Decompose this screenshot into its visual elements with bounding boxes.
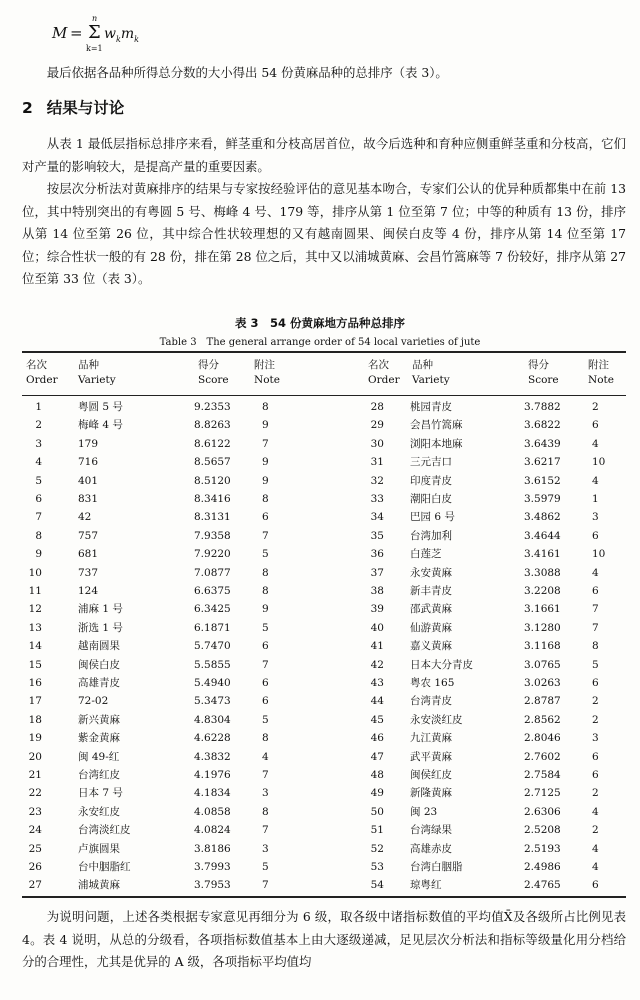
note-cell: 8 [262, 805, 269, 818]
note-cell: 8 [592, 640, 599, 653]
para-2: 按层次分析法对黄麻排序的结果与专家按经验评估的意见基本吻合，专家们公认的优异种质都集中在前 13 位，其中特别突出的有粤圆 5 号、梅峰 4 号、179 等，排序从第 1 位至第 7 位；中等的种质有 13 份，排序从第 14 位至第 26 位，其中综合性状较理想的又有越南圆果、闽侯白皮等 4 份，排序从第 14 位至第 17 位；综合性状一般的有 28 份，排在第 28 位之后，其中又以浦城黄麻、会昌竹篙麻等 7 份较好，排序从第 27 位至第 33 位（表 3）。 [22, 181, 626, 286]
note-cell: 5 [262, 713, 269, 726]
score-cell: 3.8186 [194, 842, 231, 855]
variety-cell: 会昌竹篙麻 [410, 419, 463, 432]
note-cell: 2 [592, 695, 599, 708]
order-cell: 3 [35, 437, 42, 450]
section-number: 2 [22, 99, 33, 117]
note-cell: 6 [262, 640, 269, 653]
variety-cell: 浦城黄麻 [78, 879, 120, 892]
variety-cell: 永安红皮 [78, 805, 120, 818]
score-cell: 3.6822 [524, 419, 561, 432]
variety-cell: 浦麻 1 号 [78, 603, 123, 616]
score-cell: 2.7584 [524, 769, 561, 781]
order-cell: 19 [28, 732, 42, 745]
table-row [0, 619, 640, 637]
variety-cell: 401 [78, 474, 99, 487]
table-row [0, 711, 640, 729]
table-row [0, 674, 640, 692]
order-cell: 47 [370, 750, 384, 763]
table-bottom-rule [22, 896, 626, 898]
note-cell: 7 [262, 658, 269, 671]
table-row [0, 508, 640, 526]
variety-cell: 闽 23 [410, 805, 438, 818]
order-cell: 34 [370, 511, 384, 524]
score-cell: 4.0858 [194, 805, 231, 818]
para-3: 为说明问题，上述各类根据专家意见再细分为 6 级，取各级中诸指标数值的平均值X̄及各级所占比例见表 4。表 4 说明，从总的分级看，各项指标数值基本上由大逐级递减，足见层次分析法和指标等级量化用分档给分的合理性，尤其是优异的 A 级，各项指标平均值均 [22, 909, 626, 969]
note-cell: 10 [592, 548, 606, 561]
score-cell: 6.6375 [194, 585, 231, 597]
score-cell: 5.7470 [194, 640, 231, 653]
note-cell: 6 [262, 677, 269, 689]
table-row [0, 858, 640, 876]
variety-cell: 梅峰 4 号 [78, 419, 123, 432]
section-title: 结果与讨论 [46, 99, 125, 117]
variety-cell: 台湾红皮 [78, 769, 120, 781]
table-row [0, 803, 640, 821]
note-cell: 7 [262, 879, 269, 892]
score-cell: 3.4644 [524, 529, 561, 542]
order-cell: 1 [35, 401, 42, 413]
header-note: 附注 Note [254, 359, 280, 386]
variety-cell: 闽侯白皮 [78, 658, 120, 671]
note-cell: 7 [262, 437, 269, 450]
table-row [0, 876, 640, 894]
variety-cell: 闽侯红皮 [410, 769, 452, 781]
variety-cell: 粤农 165 [410, 677, 455, 689]
order-cell: 41 [370, 640, 384, 653]
order-cell: 33 [370, 493, 384, 505]
note-cell: 8 [262, 401, 269, 413]
note-cell: 6 [592, 419, 599, 432]
order-cell: 46 [370, 732, 384, 745]
note-cell: 3 [592, 732, 599, 745]
score-cell: 8.3131 [194, 511, 231, 524]
variety-cell: 台湾青皮 [410, 695, 452, 708]
score-cell: 4.1976 [194, 769, 231, 781]
formula-equals: = [70, 24, 83, 42]
variety-cell: 757 [78, 529, 99, 542]
note-cell: 1 [592, 493, 599, 505]
variety-cell: 邵武黄麻 [410, 603, 452, 616]
order-cell: 45 [370, 713, 384, 726]
order-cell: 40 [370, 621, 384, 634]
variety-cell: 新兴黄麻 [78, 713, 120, 726]
header-note-2: 附注 Note [588, 359, 614, 386]
order-cell: 5 [35, 474, 42, 487]
order-cell: 6 [35, 493, 42, 505]
variety-cell: 42 [78, 511, 92, 524]
note-cell: 8 [262, 732, 269, 745]
table-row [0, 748, 640, 766]
variety-cell: 日本 7 号 [78, 787, 123, 800]
score-cell: 5.4940 [194, 677, 231, 689]
table-row [0, 564, 640, 582]
variety-cell: 三元吉口 [410, 456, 452, 469]
variety-cell: 124 [78, 585, 99, 597]
variety-cell: 日本大分青皮 [410, 658, 473, 671]
note-cell: 6 [262, 695, 269, 708]
order-cell: 10 [28, 566, 42, 579]
note-cell: 2 [592, 401, 599, 413]
variety-cell: 台湾绿果 [410, 824, 452, 837]
table-row [0, 784, 640, 802]
variety-cell: 九江黄麻 [410, 732, 452, 745]
para-1: 从表 1 最低层指标总排序来看，鲜茎重和分枝高居首位，故今后选种和育种应侧重鲜茎重和分枝高，它们对产量的影响较大，是提高产量的重要因素。 [22, 136, 626, 174]
variety-cell: 716 [78, 456, 99, 469]
note-cell: 7 [262, 529, 269, 542]
variety-cell: 新丰青皮 [410, 585, 452, 597]
order-cell: 42 [370, 658, 384, 671]
order-cell: 44 [370, 695, 384, 708]
variety-cell: 潮阳白皮 [410, 493, 452, 505]
score-cell: 3.7993 [194, 861, 231, 873]
note-cell: 6 [592, 750, 599, 763]
score-cell: 3.2208 [524, 585, 561, 597]
note-cell: 6 [592, 529, 599, 542]
order-cell: 21 [28, 769, 42, 781]
score-cell: 4.0824 [194, 824, 231, 837]
variety-cell: 台湾加利 [410, 529, 452, 542]
note-cell: 5 [262, 861, 269, 873]
note-cell: 6 [592, 769, 599, 781]
order-cell: 52 [370, 842, 384, 855]
note-cell: 10 [592, 456, 606, 469]
table-row [0, 398, 640, 416]
score-cell: 4.6228 [194, 732, 231, 745]
order-cell: 31 [370, 456, 384, 469]
formula-upper-limit: n [92, 14, 98, 23]
formula-m [52, 14, 212, 58]
order-cell: 39 [370, 603, 384, 616]
order-cell: 7 [35, 511, 42, 524]
variety-cell: 粤圆 5 号 [78, 401, 123, 413]
order-cell: 20 [28, 750, 42, 763]
score-cell: 8.8263 [194, 419, 231, 432]
header-variety: 品种 Variety [78, 359, 116, 386]
score-cell: 8.5657 [194, 456, 231, 469]
table-row [0, 582, 640, 600]
order-cell: 51 [370, 824, 384, 837]
variety-cell: 白莲芝 [410, 548, 442, 561]
table-row [0, 840, 640, 858]
order-cell: 36 [370, 548, 384, 561]
table-row [0, 766, 640, 784]
score-cell: 5.3473 [194, 695, 231, 708]
variety-cell: 737 [78, 566, 99, 579]
order-cell: 13 [28, 621, 42, 634]
order-cell: 54 [370, 879, 384, 892]
score-cell: 2.8562 [524, 713, 561, 726]
score-cell: 7.9358 [194, 529, 231, 542]
variety-cell: 台湾淡红皮 [78, 824, 131, 837]
table-row [0, 692, 640, 710]
variety-cell: 琼粤红 [410, 879, 442, 892]
order-cell: 30 [370, 437, 384, 450]
note-cell: 7 [262, 769, 269, 781]
score-cell: 2.5193 [524, 842, 561, 855]
note-cell: 8 [262, 566, 269, 579]
variety-cell: 高雄赤皮 [410, 842, 452, 855]
score-cell: 7.9220 [194, 548, 231, 561]
note-cell: 9 [262, 603, 269, 616]
note-cell: 5 [262, 621, 269, 634]
variety-cell: 831 [78, 493, 99, 505]
order-cell: 48 [370, 769, 384, 781]
note-cell: 4 [592, 805, 599, 818]
score-cell: 3.7953 [194, 879, 231, 892]
table-row [0, 729, 640, 747]
variety-cell: 高雄青皮 [78, 677, 120, 689]
note-cell: 2 [592, 787, 599, 800]
score-cell: 2.7602 [524, 750, 561, 763]
note-cell: 5 [592, 658, 599, 671]
score-cell: 4.8304 [194, 713, 231, 726]
score-cell: 3.1168 [524, 640, 561, 653]
table-row [0, 545, 640, 563]
variety-cell: 卢旗圆果 [78, 842, 120, 855]
order-cell: 25 [28, 842, 42, 855]
note-cell: 5 [262, 548, 269, 561]
variety-cell: 台湾白胭脂 [410, 861, 463, 873]
order-cell: 29 [370, 419, 384, 432]
score-cell: 4.3832 [194, 750, 231, 763]
header-variety-2: 品种 Variety [412, 359, 450, 386]
order-cell: 9 [35, 548, 42, 561]
order-cell: 27 [28, 879, 42, 892]
order-cell: 17 [28, 695, 42, 708]
header-order: 名次 Order [26, 359, 58, 386]
score-cell: 3.1280 [524, 621, 561, 634]
variety-cell: 浙选 1 号 [78, 621, 123, 634]
header-score: 得分 Score [198, 359, 229, 386]
score-cell: 3.6152 [524, 474, 561, 487]
note-cell: 7 [592, 603, 599, 616]
score-cell: 3.3088 [524, 566, 561, 579]
order-cell: 4 [35, 456, 42, 469]
note-cell: 9 [262, 419, 269, 432]
note-cell: 4 [592, 861, 599, 873]
order-cell: 43 [370, 677, 384, 689]
variety-cell: 72-02 [78, 695, 109, 708]
variety-cell: 印度青皮 [410, 474, 452, 487]
order-cell: 28 [370, 401, 384, 413]
variety-cell: 新隆黄麻 [410, 787, 452, 800]
note-cell: 3 [262, 842, 269, 855]
score-cell: 3.0263 [524, 677, 561, 689]
score-cell: 2.5208 [524, 824, 561, 837]
table-caption-en: Table 3 The general arrange order of 54 local varieties of jute [159, 337, 481, 348]
order-cell: 12 [28, 603, 42, 616]
variety-cell: 台中胭脂红 [78, 861, 131, 873]
table-header-rule [22, 395, 626, 396]
variety-cell: 永安黄麻 [410, 566, 452, 579]
header-score-2: 得分 Score [528, 359, 559, 386]
note-cell: 4 [262, 750, 269, 763]
note-cell: 2 [592, 824, 599, 837]
order-cell: 38 [370, 585, 384, 597]
variety-cell: 闽 49-红 [78, 750, 120, 763]
variety-cell: 179 [78, 437, 99, 450]
formula-sigma: Σ [88, 22, 101, 43]
note-cell: 6 [592, 585, 599, 597]
note-cell: 9 [262, 456, 269, 469]
score-cell: 3.6439 [524, 437, 561, 450]
note-cell: 6 [592, 677, 599, 689]
order-cell: 26 [28, 861, 42, 873]
note-cell: 7 [262, 824, 269, 837]
note-cell: 7 [592, 621, 599, 634]
order-cell: 32 [370, 474, 384, 487]
note-cell: 3 [262, 787, 269, 800]
section-heading [22, 96, 124, 118]
table-row [0, 416, 640, 434]
table-row [0, 821, 640, 839]
variety-cell: 巴园 6 号 [410, 511, 455, 524]
note-cell: 4 [592, 566, 599, 579]
note-cell: 8 [262, 493, 269, 505]
table-row [0, 527, 640, 545]
table-row [0, 656, 640, 674]
variety-cell: 武平黄麻 [410, 750, 452, 763]
note-cell: 6 [262, 511, 269, 524]
score-cell: 2.4765 [524, 879, 561, 892]
note-cell: 9 [262, 474, 269, 487]
score-cell: 3.7882 [524, 401, 561, 413]
note-cell: 3 [592, 511, 599, 524]
table-header [0, 358, 640, 392]
score-cell: 5.5855 [194, 658, 231, 671]
table-row [0, 490, 640, 508]
table-row [0, 453, 640, 471]
order-cell: 8 [35, 529, 42, 542]
score-cell: 2.6306 [524, 805, 561, 818]
score-cell: 7.0877 [194, 566, 231, 579]
score-cell: 2.8787 [524, 695, 561, 708]
table-caption-cn: 表 3 54 份黄麻地方品种总排序 [234, 316, 405, 330]
score-cell: 2.4986 [524, 861, 561, 873]
order-cell: 22 [28, 787, 42, 800]
formula-lhs: M [52, 24, 68, 42]
variety-cell: 桃园青皮 [410, 401, 452, 413]
note-cell: 2 [592, 713, 599, 726]
score-cell: 4.1834 [194, 787, 231, 800]
score-cell: 3.4862 [524, 511, 561, 524]
score-cell: 6.3425 [194, 603, 231, 616]
score-cell: 8.5120 [194, 474, 231, 487]
note-cell: 8 [262, 585, 269, 597]
score-cell: 3.6217 [524, 456, 561, 469]
variety-cell: 仙游黄麻 [410, 621, 452, 634]
order-cell: 23 [28, 805, 42, 818]
order-cell: 24 [28, 824, 42, 837]
para-intro: 最后依据各品种所得总分数的大小得出 54 份黄麻品种的总排序（表 3）。 [46, 65, 448, 80]
score-cell: 3.1661 [524, 603, 561, 616]
table-row [0, 600, 640, 618]
note-cell: 4 [592, 437, 599, 450]
variety-cell: 永安淡红皮 [410, 713, 463, 726]
order-cell: 14 [28, 640, 42, 653]
score-cell: 8.3416 [194, 493, 231, 505]
table-row [0, 472, 640, 490]
score-cell: 2.8046 [524, 732, 561, 745]
order-cell: 53 [370, 861, 384, 873]
order-cell: 50 [370, 805, 384, 818]
order-cell: 16 [28, 677, 42, 689]
order-cell: 35 [370, 529, 384, 542]
variety-cell: 嘉义黄麻 [410, 640, 452, 653]
variety-cell: 681 [78, 548, 99, 561]
order-cell: 18 [28, 713, 42, 726]
note-cell: 4 [592, 474, 599, 487]
formula-lower-limit: k=1 [86, 44, 103, 53]
order-cell: 37 [370, 566, 384, 579]
order-cell: 2 [35, 419, 42, 432]
score-cell: 3.0765 [524, 658, 561, 671]
order-cell: 15 [28, 658, 42, 671]
score-cell: 6.1871 [194, 621, 231, 634]
formula-terms: $w_km_k$ [104, 26, 139, 44]
variety-cell: 浏阳本地麻 [410, 437, 463, 450]
score-cell: 9.2353 [194, 401, 231, 413]
order-cell: 49 [370, 787, 384, 800]
variety-cell: 紫金黄麻 [78, 732, 120, 745]
variety-cell: 越南圆果 [78, 640, 120, 653]
note-cell: 6 [592, 879, 599, 892]
header-order-2: 名次 Order [368, 359, 400, 386]
table-row [0, 637, 640, 655]
table-top-rule [22, 351, 626, 353]
score-cell: 3.4161 [524, 548, 561, 561]
order-cell: 11 [28, 585, 42, 597]
table-row [0, 435, 640, 453]
note-cell: 4 [592, 842, 599, 855]
score-cell: 2.7125 [524, 787, 561, 800]
score-cell: 3.5979 [524, 493, 561, 505]
score-cell: 8.6122 [194, 437, 231, 450]
